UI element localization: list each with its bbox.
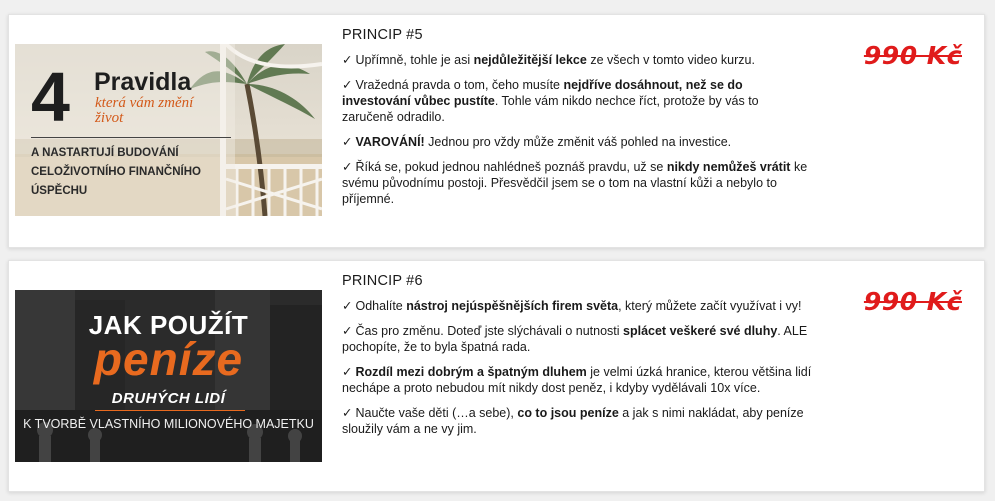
benefit-item: ✓ Naučte vaše děti (…a sebe), co to jsou peníze a jak s nimi nakládat, aby peníze sloužily vám a ne vy jim. — [342, 406, 804, 436]
course-card-principle-6 — [8, 260, 985, 492]
benefit-item: ✓ Odhalíte nástroj nejúspěšnějších firem světa, který můžete začít využívat i vy! — [342, 299, 802, 313]
course-thumbnail[interactable] — [15, 44, 322, 216]
check-icon: ✓ — [342, 406, 353, 420]
thumbnail-divider — [31, 137, 231, 138]
course-thumbnail[interactable] — [15, 290, 322, 462]
check-icon: ✓ — [342, 78, 353, 92]
thumbnail-subtitle: která vám změní život — [95, 95, 194, 126]
thumbnail-body-text: A NASTARTUJÍ BUDOVÁNÍ CELOŽIVOTNÍHO FINANČNÍHO ÚSPĚCHU — [31, 147, 201, 197]
thumbnail-number: 4 — [31, 58, 70, 136]
thumbnail-title: JAK POUŽÍT — [88, 310, 249, 340]
thumbnail-title: Pravidla — [94, 68, 192, 96]
course-description — [342, 273, 812, 446]
check-icon: ✓ — [342, 53, 353, 67]
benefit-item: ✓ Čas pro změnu. Doteď jste slýchávali o nutnosti splácet veškeré své dluhy. ALE pochopíte, že to byla špatná rada. — [342, 324, 808, 354]
benefit-item: ✓ Říká se, pokud jednou nahlédneš poznáš pravdu, už se nikdy nemůžeš vrátit ke svému původnímu postoji. Přesvědčil jsem se o tom na vlastní kůži a nebylo to příjemné. — [342, 160, 808, 206]
benefit-item: ✓ Upřímně, tohle je asi nejdůležitější lekce ze všech v tomto video kurzu. — [342, 53, 755, 67]
old-price: 990 Kč — [863, 287, 962, 316]
benefit-item: ✓ VAROVÁNÍ! Jednou pro vždy může změnit váš pohled na investice. — [342, 135, 732, 149]
check-icon: ✓ — [342, 324, 353, 338]
principle-heading: PRINCIP #6 — [342, 273, 423, 289]
old-price: 990 Kč — [863, 41, 962, 70]
thumbnail-divider — [95, 410, 245, 411]
principle-heading: PRINCIP #5 — [342, 27, 423, 43]
benefit-item: ✓ Vražedná pravda o tom, čeho musíte nejdříve dosáhnout, než se do investování vůbec pustíte. Tohle vám nikdo nechce říct, protože by vás to zaručeně odradilo. — [342, 78, 759, 124]
thumbnail-highlight: peníze — [93, 333, 244, 385]
thumbnail-subtitle: DRUHÝCH LIDÍ — [111, 390, 226, 407]
check-icon: ✓ — [342, 160, 353, 174]
check-icon: ✓ — [342, 135, 353, 149]
course-description — [342, 27, 812, 216]
check-icon: ✓ — [342, 365, 353, 379]
course-card-principle-5 — [8, 14, 985, 248]
thumbnail-body-text: K TVORBĚ VLASTNÍHO MILIONOVÉHO MAJETKU — [23, 417, 314, 431]
benefit-item: ✓ Rozdíl mezi dobrým a špatným dluhem je velmi úzká hranice, kterou většina lidí nechápe a proto nebudou mít nikdy dost peněz, i kdyby vydělávali 10x více. — [342, 365, 812, 395]
check-icon: ✓ — [342, 299, 353, 313]
